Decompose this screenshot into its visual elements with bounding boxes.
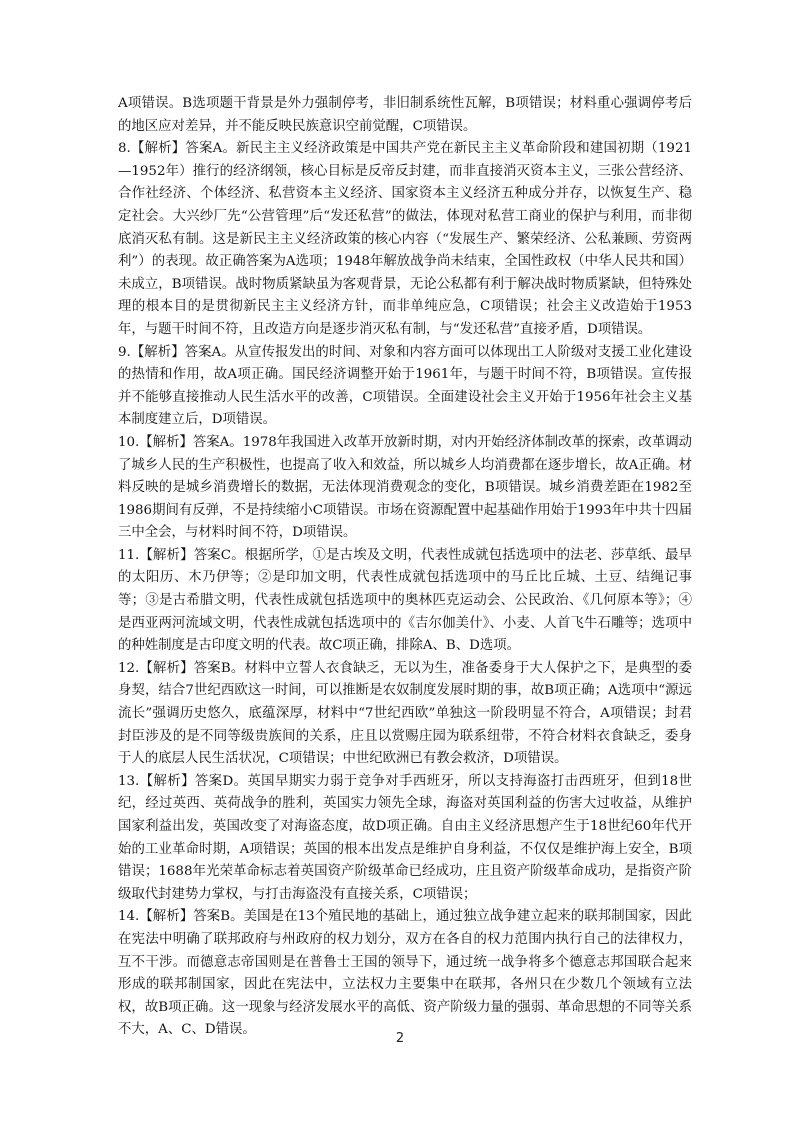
- document-body: [118, 93, 692, 1042]
- paragraph-answer-10: 10.【解析】答案A。1978年我国进入改革开放新时期，对内开始经济体制改革的探索，改革调动了城乡人民的生产积极性，也提高了收入和效益，所以城乡人均消费都在逐步增长，故A正确。材料反映的是城乡消费增长的数据，无法体现消费观念的变化，B项错误。城乡消费差距在1982至1986期间有反弹，不是持续缩小C项错误。市场在资源配置中起基础作用始于1993年中共十四届三中全会，与材料时间不符，D项错误。: [118, 434, 692, 541]
- paragraph-answer-8: 8.【解析】答案A。新民主主义经济政策是中国共产党在新民主主义革命阶段和建国初期（1921—1952年）推行的经济纲领，核心目标是反帝反封建，而非直接消灭资本主义，三张公营经济、合作社经济、个体经济、私营资本主义经济、国家资本主义经济五种成分并存，以恢复生产、稳定社会。大兴纱厂先“公营管理”后“发还私营”的做法，体现对私营工商业的保护与利用，而非彻底消灭私有制。这是新民主主义经济政策的核心内容（“发展生产、繁荣经济、公私兼顾、劳资两利”）的表现。故正确答案为A选项；1948年解放战争尚未结束，全国性政权（中华人民共和国）未成立，B项错误。战时物质紧缺虽为客观背景，无论公私都有利于解决战时物质紧缺，但特殊处理的根本目的是贯彻新民主主义经济方针，而非单纯应急，C项错误；社会主义改造始于1953年，与题干时间不符，且改造方向是逐步消灭私有制，与“发还私营”直接矛盾，D项错误。: [118, 141, 692, 337]
- paragraph-answer-14: 14.【解析】答案B。美国是在13个殖民地的基础上，通过独立战争建立起来的联邦制国家，因此在宪法中明确了联邦政府与州政府的权力划分，双方在各自的权力范围内执行自己的法律权力，互不干涉。而德意志帝国则是在普鲁士王国的领导下，通过统一战争将多个德意志邦国联合起来形成的联邦制国家，因此在宪法中，立法权力主要集中在联邦，各州只在少数几个领域有立法权，故B项正确。这一现象与经济发展水平的高低、资产阶级力量的强弱、革命思想的不同等关系不大，A、C、D错误。: [118, 909, 692, 1038]
- page-number: 2: [395, 1031, 405, 1046]
- paragraph-answer-11: 11.【解析】答案C。根据所学，①是古埃及文明，代表性成就包括选项中的法老、莎草纸、最早的太阳历、木乃伊等；②是印加文明，代表性成就包括选项中的马丘比丘城、土豆、结绳记事等；③是古希腊文明，代表性成就包括选项中的奥林匹克运动会、公民政治、《几何原本等》；④是西亚两河流域文明，代表性成就包括选项中的《吉尔伽美什》、小麦、人首飞牛石雕等；选项中的种姓制度是古印度文明的代表。故C项正确，排除A、B、D选项。: [118, 547, 692, 654]
- paragraph-answer-12: 12.【解析】答案B。材料中立誓人衣食缺乏，无以为生，准备委身于大人保护之下，是典型的委身契，结合7世纪西欧这一时间，可以推断是农奴制度发展时期的事，故B项正确；A选项中“源远流长”强调历史悠久，底蕴深厚，材料中“7世纪西欧”单独这一阶段明显不符合，A项错误；封君封臣涉及的是不同等级贵族间的关系，庄且以赏赐庄园为联系纽带，不符合材料衣食缺乏，委身于人的底层人民生活状况，C项错误；中世纪欧洲已有教会救济，D项错误。: [118, 660, 692, 767]
- paragraph-7-continuation: A项错误。B选项题干背景是外力强制停考，非旧制系统性瓦解，B项错误；材料重心强调停考后的地区应对差异，并不能反映民族意识空前觉醒，C项错误。: [118, 96, 692, 134]
- paragraph-answer-13: 13.【解析】答案D。英国早期实力弱于竞争对手西班牙，所以支持海盗打击西班牙，但到18世纪，经过英西、英荷战争的胜利，英国实力领先全球，海盗对英国利益的伤害大过收益，从维护国家利益出发，英国改变了对海盗态度，故D项正确。自由主义经济思想产生于18世纪60年代开始的工业革命时期，A项错误；英国的根本出发点是维护自身利益，不仅仅是维护海上安全，B项错误；1688年光荣革命标志着英国资产阶级革命已经成功，庄且资产阶级革命成功，是指资产阶级取代封建势力掌权，与打击海盗没有直接关系，C项错误；: [118, 773, 692, 902]
- paragraph-answer-9: 9.【解析】答案A。从宣传报发出的时间、对象和内容方面可以体现出工人阶级对支援工业化建设的热情和作用，故A项正确。国民经济调整开始于1961年，与题干时间不符，B项错误。宣传报并不能够直接推动人民生活水平的改善，C项错误。全面建设社会主义开始于1956年社会主义基本制度建立后，D项错误。: [118, 344, 692, 428]
